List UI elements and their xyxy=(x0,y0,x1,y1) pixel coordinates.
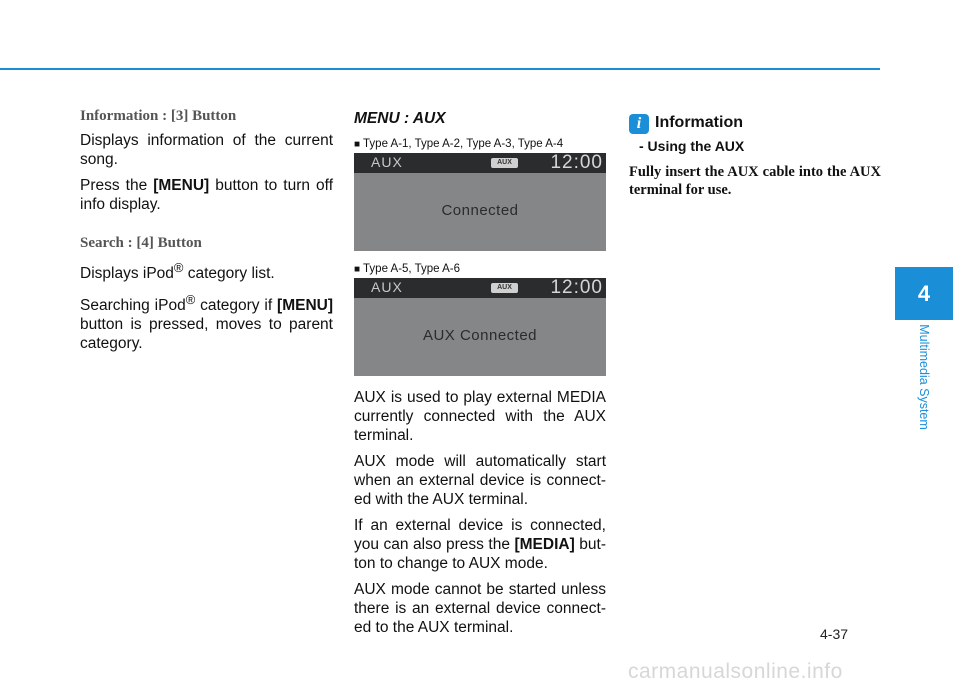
watermark: carmanualsonline.info xyxy=(628,660,843,683)
heading-search-button: Search : [4] Button xyxy=(80,235,202,251)
screen-message: Connected xyxy=(441,202,519,219)
screen-message: AUX Connected xyxy=(422,327,538,344)
screen-mode-label: AUX xyxy=(371,154,403,170)
info-icon: i xyxy=(629,114,649,134)
search-menu-description: Searching iPod® category if [MENU] button is pressed, moves to parent category. xyxy=(80,292,334,353)
media-button-label: [MEDIA] xyxy=(514,536,575,553)
screen-mode-label: AUX xyxy=(371,279,403,295)
aux-screen-connected xyxy=(354,153,606,251)
caption-type-a1-a4: ■ Type A-1, Type A-2, Type A-3, Type A-4 xyxy=(354,138,564,150)
screen-clock: 12:00 xyxy=(550,277,603,298)
chapter-label: Multimedia System xyxy=(917,324,931,430)
aux-screen-aux-connected xyxy=(354,278,606,376)
right-column xyxy=(629,108,881,199)
caption-type-a5-a6: ■ Type A-5, Type A-6 xyxy=(354,263,461,275)
middle-column xyxy=(354,108,606,644)
information-subtitle: - Using the AUX xyxy=(639,138,745,154)
page-number: 4-37 xyxy=(820,626,849,642)
chapter-tab: 4 xyxy=(895,267,953,320)
aux-paragraph-4: AUX mode cannot be started unless there is an external device connect-ed to the AUX terminal. xyxy=(354,581,606,636)
menu-button-label: [MENU] xyxy=(153,177,210,194)
info-description: Displays information of the current song. xyxy=(80,132,333,168)
information-body: Fully insert the AUX cable into the AUX terminal for use. xyxy=(629,164,881,198)
menu-instruction: Press the [MENU] button to turn off info display. xyxy=(80,177,333,213)
aux-paragraph-2: AUX mode will automatically start when an external device is connect-ed with the AUX terminal. xyxy=(354,453,606,508)
heading-info-button: Information : [3] Button xyxy=(80,108,237,124)
heading-menu-aux: MENU : AUX xyxy=(354,110,446,127)
aux-paragraph-3: If an external device is connected, you can also press the [MEDIA] but-ton to change to AUX mode. xyxy=(354,517,606,572)
search-description: Displays iPod® category list. xyxy=(80,260,275,283)
top-rule xyxy=(0,68,880,70)
screen-clock: 12:00 xyxy=(550,152,603,173)
aux-badge: AUX xyxy=(491,158,518,168)
aux-paragraph-1: AUX is used to play external MEDIA currently connected with the AUX terminal. xyxy=(354,389,606,444)
information-title: Information xyxy=(655,114,743,131)
left-column xyxy=(80,108,333,360)
information-box-header xyxy=(629,114,881,136)
aux-badge: AUX xyxy=(491,283,518,293)
